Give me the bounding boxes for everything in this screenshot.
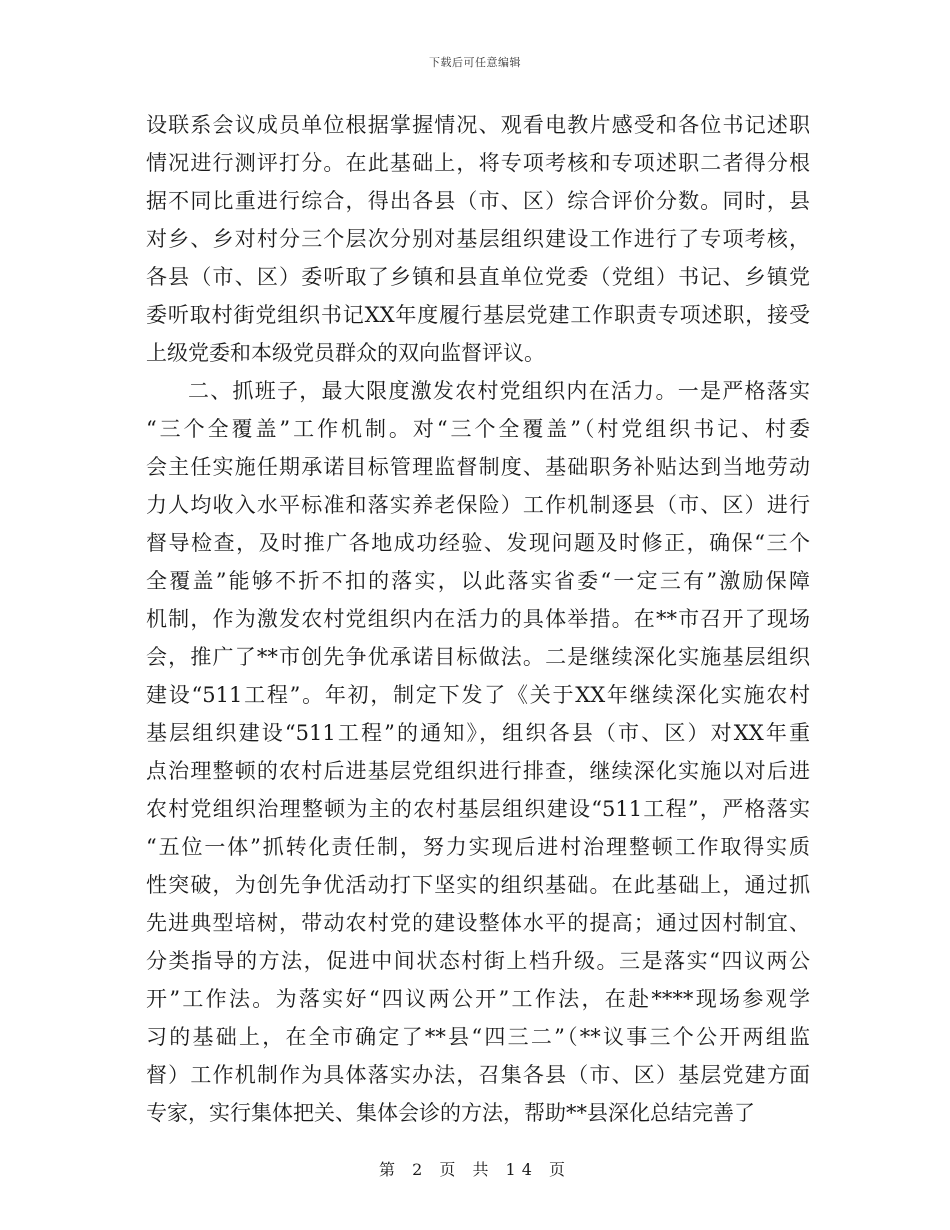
text-line: 机制，作为激发农村党组织内在活力的具体举措。在**市召开了现场 [146, 607, 810, 631]
text-line: 各县（市、区）委听取了乡镇和县直单位党委（党组）书记、乡镇党 [146, 265, 810, 289]
text-line: 分类指导的方法，促进中间状态村街上档升级。三是落实“四议两公 [146, 949, 810, 973]
text-line: 建设“511工程”。年初，制定下发了《关于XX年继续深化实施农村 [146, 683, 810, 707]
text-line: 设联系会议成员单位根据掌握情况、观看电教片感受和各位书记述职 [146, 113, 810, 137]
text-line: 上级党委和本级党员群众的双向监督评议。 [146, 341, 545, 365]
text-line: 基层组织建设“511工程”的通知》，组织各县（市、区）对XX年重 [146, 721, 810, 745]
text-line: “五位一体”抓转化责任制，努力实现后进村治理整顿工作取得实质 [146, 835, 810, 859]
text-line: 据不同比重进行综合，得出各县（市、区）综合评价分数。同时，县 [146, 189, 810, 213]
text-line: 全覆盖”能够不折不扣的落实，以此落实省委“一定三有”激励保障 [146, 569, 810, 593]
paragraph-start-line: 二、抓班子，最大限度激发农村党组织内在活力。一是严格落实 [188, 379, 810, 403]
text-line: 会，推广了**市创先争优承诺目标做法。二是继续深化实施基层组织 [146, 645, 810, 669]
text-line: 农村党组织治理整顿为主的农村基层组织建设“511工程”，严格落实 [146, 797, 810, 821]
text-line: 先进典型培树，带动农村党的建设整体水平的提高；通过因村制宜、 [146, 911, 810, 935]
text-line: 点治理整顿的农村后进基层党组织进行排查，继续深化实施以对后进 [146, 759, 810, 783]
text-line: 性突破，为创先争优活动打下坚实的组织基础。在此基础上，通过抓 [146, 873, 810, 897]
text-line: 习的基础上，在全市确定了**县“四三二”（**议事三个公开两组监 [146, 1025, 810, 1049]
page-number-footer: 第 2 页 共 14 页 [379, 1160, 571, 1179]
text-line: “三个全覆盖”工作机制。对“三个全覆盖”（村党组织书记、村委 [146, 417, 810, 441]
text-line: 委听取村街党组织书记XX年度履行基层党建工作职责专项述职，接受 [146, 303, 810, 327]
text-line: 情况进行测评打分。在此基础上，将专项考核和专项述职二者得分根 [146, 151, 810, 175]
text-line: 开”工作法。为落实好“四议两公开”工作法，在赴****现场参观学 [146, 987, 810, 1011]
text-line: 会主任实施任期承诺目标管理监督制度、基础职务补贴达到当地劳动 [146, 455, 810, 479]
text-line: 对乡、乡对村分三个层次分别对基层组织建设工作进行了专项考核， [146, 227, 810, 251]
text-line: 督）工作机制作为具体落实办法，召集各县（市、区）基层党建方面 [146, 1063, 810, 1087]
page-header: 下载后可任意编辑 [429, 56, 521, 69]
text-line: 专家，实行集体把关、集体会诊的方法，帮助**县深化总结完善了 [146, 1101, 755, 1125]
text-line: 力人均收入水平标准和落实养老保险）工作机制逐县（市、区）进行 [146, 493, 810, 517]
text-line: 督导检查，及时推广各地成功经验、发现问题及时修正，确保“三个 [146, 531, 810, 555]
document-body [146, 106, 810, 1132]
